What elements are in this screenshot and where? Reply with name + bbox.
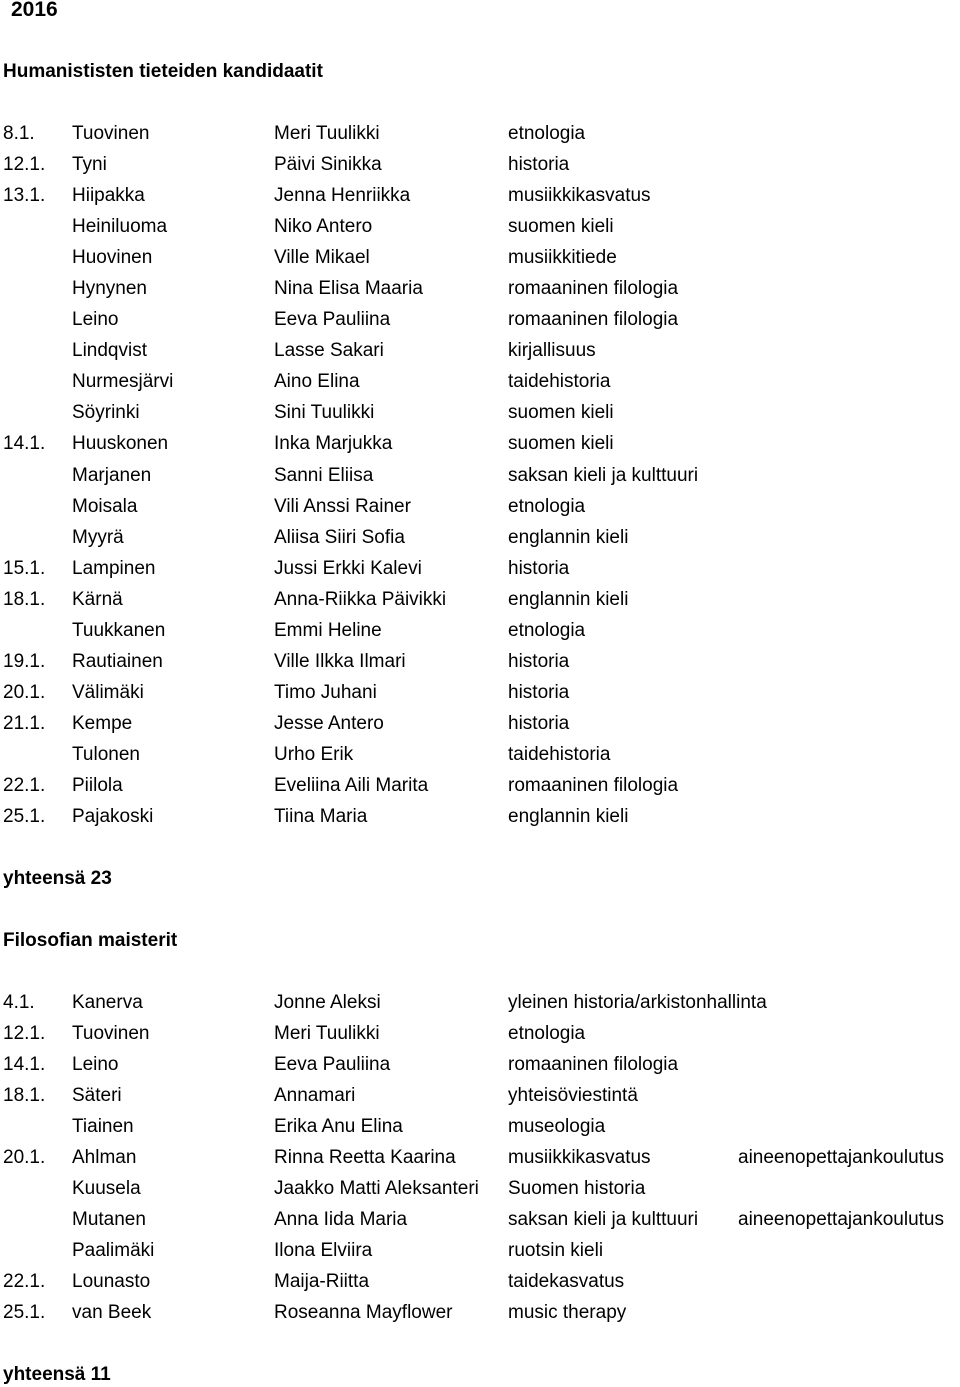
major-subject: suomen kieli [508,433,614,455]
last-name: Nurmesjärvi [72,371,174,393]
last-name: Lindqvist [72,340,147,362]
table-row [0,1302,960,1333]
major-subject: music therapy [508,1302,627,1324]
last-name: Mutanen [72,1209,146,1231]
table-row [0,340,960,371]
major-subject: englannin kieli [508,588,629,610]
graduates-table-maisterit [0,992,960,1334]
table-row [0,1240,960,1271]
first-names: Ville Mikael [274,247,370,269]
first-names: Eveliina Aili Marita [274,774,429,796]
first-names: Jesse Antero [274,712,384,734]
graduation-date: 14.1. [3,433,46,455]
major-subject: romaaninen filologia [508,774,679,796]
major-subject: ruotsin kieli [508,1240,604,1262]
year-heading: 2016 [11,0,58,21]
table-row [0,154,960,185]
first-names: Jenna Henriikka [274,185,411,207]
table-row [0,992,960,1023]
major-subject: kirjallisuus [508,340,596,362]
first-names: Emmi Heline [274,619,382,641]
major-subject: historia [508,712,570,734]
last-name: Hynynen [72,278,147,300]
graduation-date: 14.1. [3,1054,46,1076]
last-name: Tuukkanen [72,619,166,641]
first-names: Lasse Sakari [274,340,384,362]
major-subject: musiikkikasvatus [508,185,651,207]
graduation-date: 13.1. [3,185,46,207]
table-row [0,402,960,433]
major-subject: englannin kieli [508,526,629,548]
major-subject: yleinen historia/arkistonhallinta [508,992,767,1013]
table-row [0,309,960,340]
major-subject: saksan kieli ja kulttuuri [508,1209,699,1231]
table-row [0,1209,960,1240]
table-row [0,433,960,464]
first-names: Vili Anssi Rainer [274,495,411,517]
major-subject: romaaninen filologia [508,278,679,300]
first-names: Jaakko Matti Aleksanteri [274,1178,479,1200]
last-name: Lampinen [72,557,156,579]
last-name: Paalimäki [72,1240,155,1262]
table-row [0,496,960,527]
first-names: Aino Elina [274,371,360,393]
graduation-date: 8.1. [3,123,35,144]
first-names: Eeva Pauliina [274,1054,391,1076]
major-subject: taidehistoria [508,743,611,765]
last-name: Kärnä [72,588,123,610]
major-subject: etnologia [508,123,586,144]
last-name: Kanerva [72,992,143,1013]
first-names: Meri Tuulikki [274,1023,380,1045]
last-name: Heiniluoma [72,216,168,238]
section-total-maisterit: yhteensä 11 [3,1364,111,1385]
graduation-date: 25.1. [3,1302,46,1324]
table-row [0,247,960,278]
first-names: Jonne Aleksi [274,992,381,1013]
first-names: Maija-Riitta [274,1271,370,1293]
graduation-date: 19.1. [3,650,46,672]
major-subject: suomen kieli [508,402,614,424]
table-row [0,620,960,651]
major-subject: suomen kieli [508,216,614,238]
major-subject: historia [508,681,570,703]
last-name: Välimäki [72,681,144,703]
major-subject: museologia [508,1116,606,1138]
table-row [0,651,960,682]
extra-program: aineenopettajankoulutus [738,1209,945,1231]
major-subject: historia [508,154,570,176]
last-name: Lounasto [72,1271,151,1293]
last-name: van Beek [72,1302,152,1324]
major-subject: etnologia [508,619,586,641]
table-row [0,216,960,247]
graduation-date: 21.1. [3,712,46,734]
table-row [0,713,960,744]
first-names: Annamari [274,1085,356,1107]
major-subject: musiikkikasvatus [508,1147,651,1169]
last-name: Rautiainen [72,650,163,672]
major-subject: taidekasvatus [508,1271,625,1293]
last-name: Ahlman [72,1147,137,1169]
table-row [0,744,960,775]
first-names: Nina Elisa Maaria [274,278,423,300]
table-row [0,589,960,620]
section-title-kandidaatit: Humanististen tieteiden kandidaatit [3,61,323,82]
first-names: Tiina Maria [274,806,368,828]
last-name: Tulonen [72,743,140,765]
first-names: Anna Iida Maria [274,1209,408,1231]
first-names: Ville Ilkka Ilmari [274,650,406,672]
graduation-date: 18.1. [3,588,46,610]
first-names: Timo Juhani [274,681,377,703]
table-row [0,123,960,154]
major-subject: romaaninen filologia [508,1054,679,1076]
first-names: Erika Anu Elina [274,1116,403,1138]
table-row [0,1147,960,1178]
major-subject: historia [508,650,570,672]
first-names: Sini Tuulikki [274,402,375,424]
table-row [0,1178,960,1209]
first-names: Aliisa Siiri Sofia [274,526,405,548]
graduation-date: 25.1. [3,806,46,828]
last-name: Huovinen [72,247,153,269]
first-names: Urho Erik [274,743,354,765]
last-name: Kempe [72,712,133,734]
section-title-maisterit: Filosofian maisterit [3,930,178,951]
table-row [0,1271,960,1302]
major-subject: etnologia [508,1023,586,1045]
graduates-table-kandidaatit [0,123,960,837]
table-row [0,1116,960,1147]
table-row [0,682,960,713]
table-row [0,558,960,589]
major-subject: historia [508,557,570,579]
last-name: Tyni [72,154,107,176]
major-subject: romaaninen filologia [508,309,679,331]
major-subject: musiikkitiede [508,247,617,269]
last-name: Leino [72,1054,119,1076]
graduation-date: 12.1. [3,154,46,176]
table-row [0,278,960,309]
major-subject: yhteisöviestintä [508,1085,638,1107]
major-subject: Suomen historia [508,1178,646,1200]
major-subject: taidehistoria [508,371,611,393]
last-name: Kuusela [72,1178,141,1200]
table-row [0,185,960,216]
table-row [0,465,960,496]
first-names: Roseanna Mayflower [274,1302,453,1324]
last-name: Tuovinen [72,1023,150,1045]
last-name: Leino [72,309,119,331]
major-subject: englannin kieli [508,806,629,828]
section-total-kandidaatit: yhteensä 23 [3,868,112,889]
graduation-date: 15.1. [3,557,46,579]
first-names: Rinna Reetta Kaarina [274,1147,456,1169]
graduation-date: 20.1. [3,1147,46,1169]
first-names: Ilona Elviira [274,1240,373,1262]
table-row [0,1023,960,1054]
last-name: Tuovinen [72,123,150,144]
graduation-date: 22.1. [3,774,46,796]
first-names: Inka Marjukka [274,433,393,455]
last-name: Pajakoski [72,806,154,828]
major-subject: etnologia [508,495,586,517]
first-names: Niko Antero [274,216,373,238]
table-row [0,527,960,558]
last-name: Piilola [72,774,123,796]
graduation-date: 20.1. [3,681,46,703]
first-names: Anna-Riikka Päivikki [274,588,447,610]
extra-program: aineenopettajankoulutus [738,1147,945,1169]
graduation-date: 12.1. [3,1023,46,1045]
graduation-date: 18.1. [3,1085,46,1107]
table-row [0,806,960,837]
major-subject: saksan kieli ja kulttuuri [508,464,699,486]
last-name: Marjanen [72,464,152,486]
table-row [0,371,960,402]
first-names: Päivi Sinikka [274,154,382,176]
last-name: Tiainen [72,1116,134,1138]
first-names: Sanni Eliisa [274,464,374,486]
last-name: Hiipakka [72,185,145,207]
last-name: Huuskonen [72,433,169,455]
last-name: Moisala [72,495,138,517]
table-row [0,775,960,806]
graduation-date: 22.1. [3,1271,46,1293]
first-names: Meri Tuulikki [274,123,380,144]
table-row [0,1054,960,1085]
last-name: Myyrä [72,526,124,548]
last-name: Säteri [72,1085,122,1107]
first-names: Jussi Erkki Kalevi [274,557,422,579]
last-name: Söyrinki [72,402,140,424]
first-names: Eeva Pauliina [274,309,391,331]
graduation-date: 4.1. [3,992,35,1013]
table-row [0,1085,960,1116]
